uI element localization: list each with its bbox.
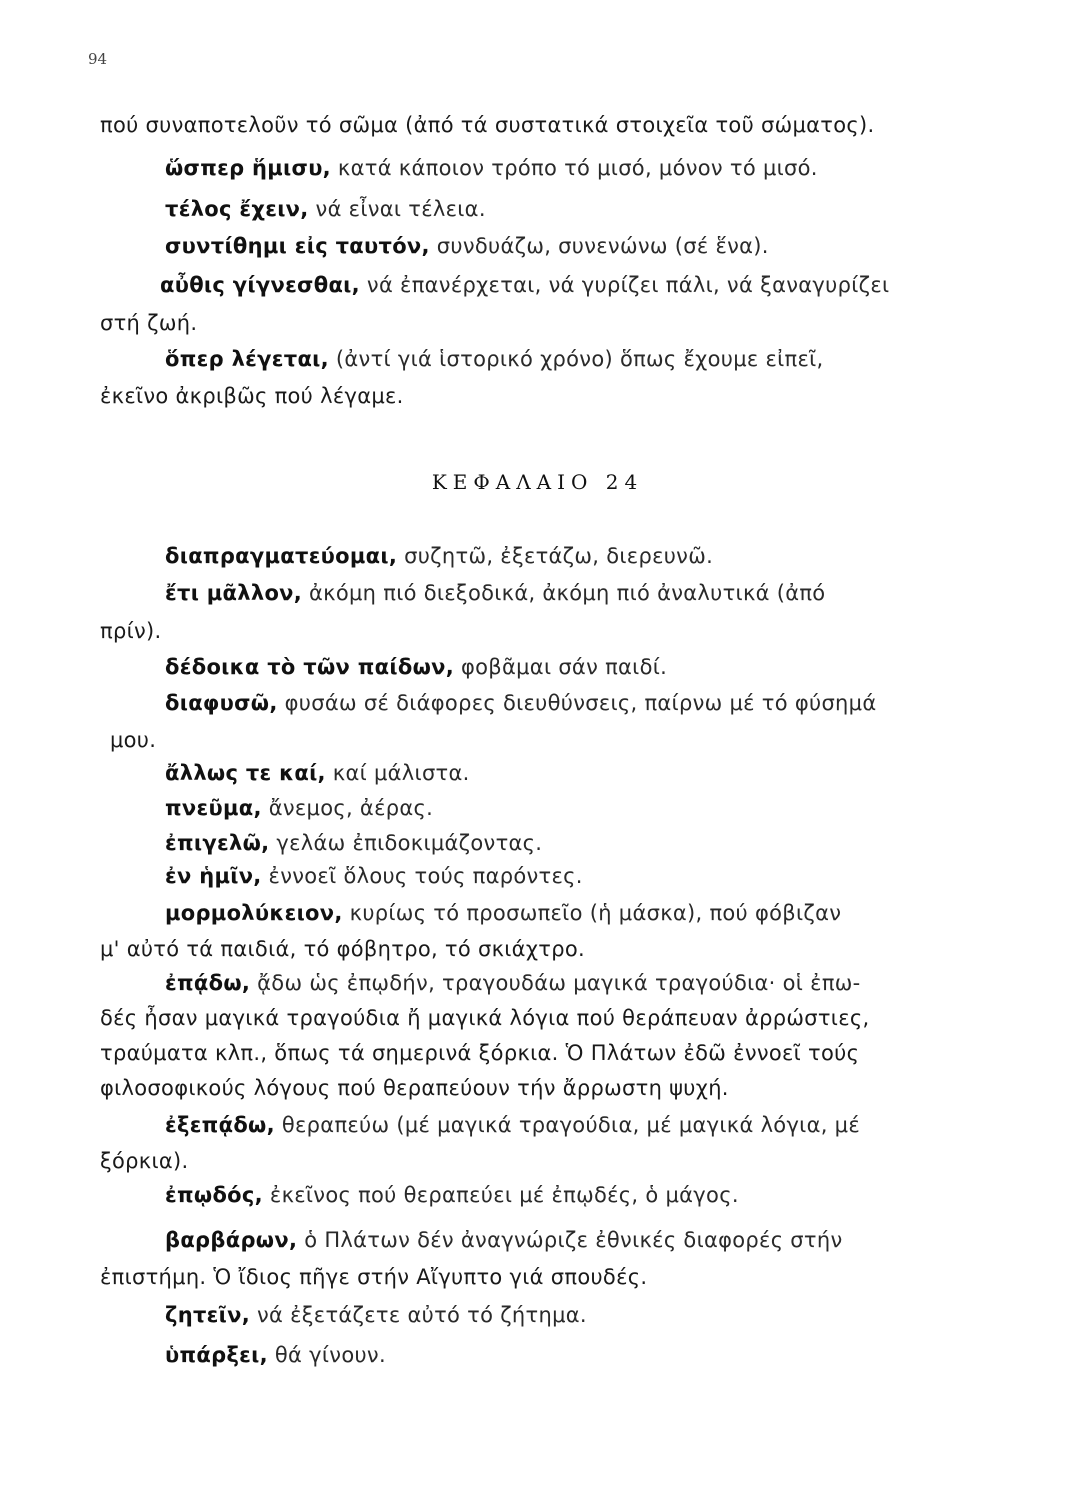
glossary-entry — [165, 1112, 955, 1138]
lemma: διαφυσῶ, — [165, 691, 278, 715]
text-line: ἐκεῖνο ἀκριβῶς πού λέγαμε. — [100, 384, 404, 408]
glossary-entry — [165, 760, 955, 786]
text-line: δές ἦσαν μαγικά τραγούδια ἤ μαγικά λόγια πού θεράπευαν ἀρρώστιες, — [100, 1006, 870, 1030]
gloss: ἐκεῖνος πού θεραπεύει μέ ἐπῳδές, ὁ μάγος. — [262, 1183, 739, 1207]
text-line: ξόρκια). — [100, 1149, 189, 1173]
lemma: τέλος ἔχειν, — [165, 197, 309, 221]
text-line: τραύματα κλπ., ὅπως τά σημερινά ξόρκια. Ὁ Πλάτων ἐδῶ ἐννοεῖ τούς — [100, 1041, 860, 1065]
gloss: γελάω ἐπιδοκιμάζοντας. — [269, 831, 543, 855]
lemma: πνεῦμα, — [165, 796, 262, 820]
glossary-entry — [165, 1302, 955, 1328]
gloss: ἀκόμη πιό διεξοδικά, ἀκόμη πιό ἀναλυτικά (ἀπό — [302, 581, 826, 605]
lemma: ἐπιγελῶ, — [165, 831, 270, 855]
lemma: διαπραγματεύομαι, — [165, 544, 398, 568]
lemma: ἐπᾴδω, — [165, 971, 251, 995]
gloss: συνδυάζω, συνενώνω (σέ ἕνα). — [429, 234, 769, 258]
lemma: ὅπερ λέγεται, — [165, 347, 329, 371]
glossary-entry — [165, 970, 955, 996]
gloss: (ἀντί γιά ἱστορικό χρόνο) ὅπως ἔχουμε εἰπεῖ, — [328, 347, 824, 371]
lemma: ἄλλως τε καί, — [165, 761, 326, 785]
text-line: ἐπιστήμη. Ὁ ἴδιος πῆγε στήν Αἴγυπτο γιά σπουδές. — [100, 1265, 648, 1289]
gloss: συζητῶ, ἐξετάζω, διερευνῶ. — [397, 544, 714, 568]
glossary-entry — [165, 900, 955, 926]
text-line: φιλοσοφικούς λόγους πού θεραπεύουν τήν ἄρρωστη ψυχή. — [100, 1076, 729, 1100]
lemma: βαρβάρων, — [165, 1228, 298, 1252]
text-line: στή ζωή. — [100, 311, 198, 335]
glossary-entry — [165, 1342, 955, 1368]
glossary-entry — [165, 690, 955, 716]
gloss: φυσάω σέ διάφορες διευθύνσεις, παίρνω μέ τό φύσημά — [277, 691, 877, 715]
glossary-entry — [165, 1227, 955, 1253]
gloss: κατά κάποιον τρόπο τό μισό, μόνον τό μισό. — [330, 156, 818, 180]
text-line: μου. — [110, 728, 157, 752]
glossary-entry — [165, 1182, 955, 1208]
page-number: 94 — [88, 50, 108, 68]
gloss: νά ἐξετάζετε αὐτό τό ζήτημα. — [250, 1303, 587, 1327]
glossary-entry — [165, 543, 955, 569]
lemma: ὥσπερ ἥμισυ, — [165, 156, 331, 180]
lemma: ὑπάρξει, — [165, 1343, 268, 1367]
glossary-entry — [165, 654, 955, 680]
chapter-heading: ΚΕΦΑΛΑΙΟ 24 — [431, 470, 644, 494]
gloss: ἄνεμος, ἀέρας. — [261, 796, 434, 820]
gloss: θά γίνουν. — [267, 1343, 386, 1367]
lemma: συντίθημι εἰς ταυτόν, — [165, 234, 430, 258]
glossary-entry — [165, 580, 955, 606]
text-line: πρίν). — [100, 619, 162, 643]
gloss: καί μάλιστα. — [325, 761, 470, 785]
lemma: ἔτι μᾶλλον, — [165, 581, 303, 605]
glossary-entry — [165, 346, 955, 372]
gloss: φοβᾶμαι σάν παιδί. — [454, 655, 668, 679]
gloss: κυρίως τό προσωπεῖο (ἡ μάσκα), πού φόβιζαν — [342, 901, 842, 925]
gloss: νά ἐπανέρχεται, νά γυρίζει πάλι, νά ξαναγυρίζει — [359, 273, 890, 297]
gloss: ᾄδω ὡς ἐπῳδήν, τραγουδάω μαγικά τραγούδια· οἱ ἐπω- — [250, 971, 861, 995]
glossary-entry — [165, 196, 955, 222]
glossary-entry — [165, 233, 955, 259]
lemma: δέδοικα τὸ τῶν παίδων, — [165, 655, 455, 679]
lemma: αὖθις γίγνεσθαι, — [160, 273, 360, 297]
lemma: ἐπῳδός, — [165, 1183, 263, 1207]
gloss: ἐννοεῖ ὅλους τούς παρόντες. — [261, 864, 583, 888]
glossary-entry — [165, 863, 955, 889]
glossary-entry — [165, 795, 955, 821]
text-line: μ' αὐτό τά παιδιά, τό φόβητρο, τό σκιάχτρο. — [100, 937, 585, 961]
gloss: θεραπεύω (μέ μαγικά τραγούδια, μέ μαγικά λόγια, μέ — [274, 1113, 860, 1137]
lemma: μορμολύκειον, — [165, 901, 343, 925]
lemma: ζητεῖν, — [165, 1303, 251, 1327]
text-line: πού συναποτελοῦν τό σῶμα (ἀπό τά συστατικά στοιχεῖα τοῦ σώματος). — [100, 113, 875, 137]
gloss: νά εἶναι τέλεια. — [308, 197, 486, 221]
lemma: ἐξεπᾴδω, — [165, 1113, 275, 1137]
gloss: ὁ Πλάτων δέν ἀναγνώριζε ἐθνικές διαφορές στήν — [297, 1228, 843, 1252]
lemma: ἐν ἡμῖν, — [165, 864, 262, 888]
glossary-entry — [165, 830, 955, 856]
glossary-entry — [160, 272, 950, 298]
glossary-entry — [165, 155, 955, 181]
